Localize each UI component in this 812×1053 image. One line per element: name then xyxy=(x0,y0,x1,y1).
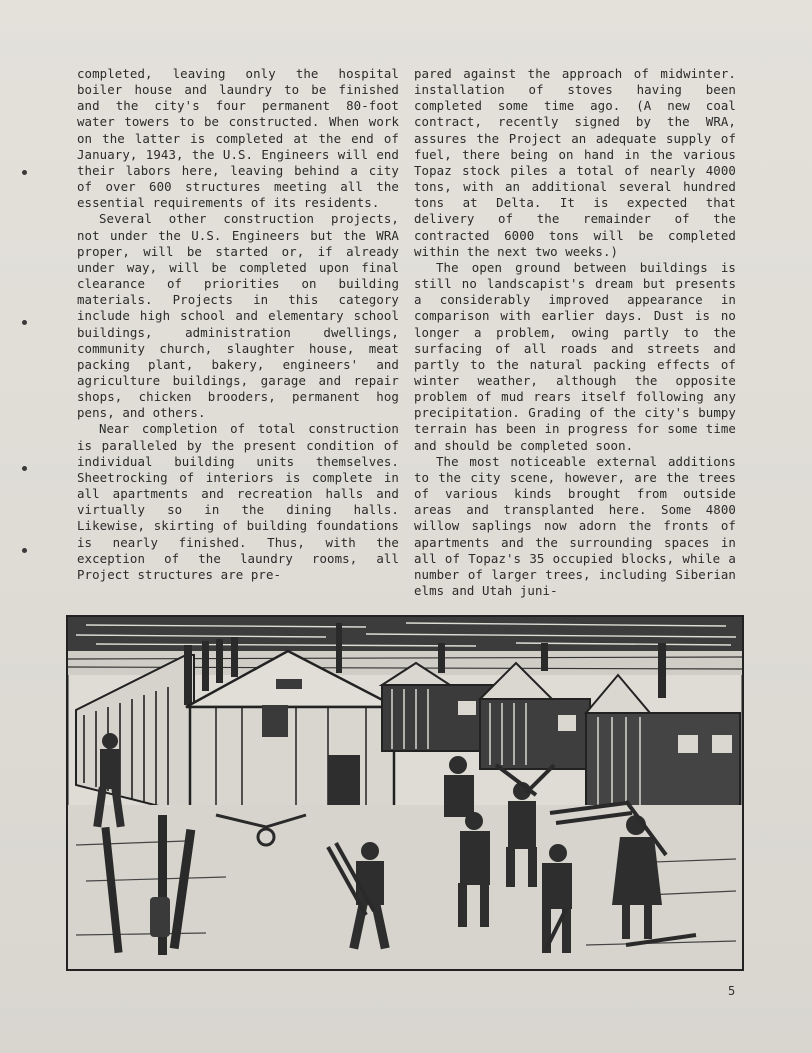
left-text-column xyxy=(77,66,399,583)
paragraph: The open ground between buildings is still no landscapist's dream but presents a considerably improved appearance in comparison with earlier days. Dust is no longer a problem, owing partly to the surfacing of all roads and streets and partly to the natural packing effects of winter weather, although the opposite problem of mud rears itself following any precipitation. Grading of the city's bumpy terrain has been in progress for some time and should be completed soon. xyxy=(414,259,736,453)
right-text-column xyxy=(414,66,736,599)
binder-hole-mark xyxy=(22,466,27,471)
paragraph: Several other construction projects, not under the U.S. Engineers but the WRA proper, will be started or, if already under way, will be completed upon final clearance of priorities on building materials. Projects in this category include high school and elementary school buildings, administration dwellings, community church, slaughter house, meat packing plant, bakery, engineers' and agriculture buildings, garage and repair shops, chicken brooders, permanent hog pens, and others. xyxy=(77,211,399,421)
binder-hole-mark xyxy=(22,548,27,553)
binder-hole-mark xyxy=(22,170,27,175)
paragraph: Near completion of total construction is paralleled by the present condition of individual building units themselves. Sheetrocking of interiors is complete in all apartments and recreation halls and virtually so in the dining halls. Likewise, skirting of building foundations is nearly finished. Thus, with the exception of the laundry rooms, all Project structures are pre- xyxy=(77,421,399,582)
paragraph: completed, leaving only the hospital boiler house and laundry to be finished and the city's four permanent 80-foot water towers to be constructed. When work on the latter is completed at the end of January, 1943, the U.S. Engineers will end their labors here, leaving behind a city of over 600 structures meeting all the essential requirements of its residents. xyxy=(77,66,399,211)
binder-hole-mark xyxy=(22,320,27,325)
paragraph: pared against the approach of midwinter. installation of stoves having been completed some time ago. (A new coal contract, recently signed by the WRA, assures the Project an adequate supply of fuel, there being on hand in the various Topaz stock piles a total of nearly 4000 tons, with an additional several hundred tons at Delta. It is expected that delivery of the remainder of the contracted 6000 tons will be completed within the next two weeks.) xyxy=(414,66,736,259)
woodcut-illustration xyxy=(66,615,744,971)
camp-scene-woodcut xyxy=(66,615,744,971)
paragraph: The most noticeable external additions to the city scene, however, are the trees of various kinds brought from outside areas and transplanted here. Some 4800 willow saplings now adorn the fronts of apartments and the surrounding spaces in all of Topaz's 35 occupied blocks, while a number of larger trees, including Siberian elms and Utah juni- xyxy=(414,453,736,598)
page-number: 5 xyxy=(728,984,736,998)
